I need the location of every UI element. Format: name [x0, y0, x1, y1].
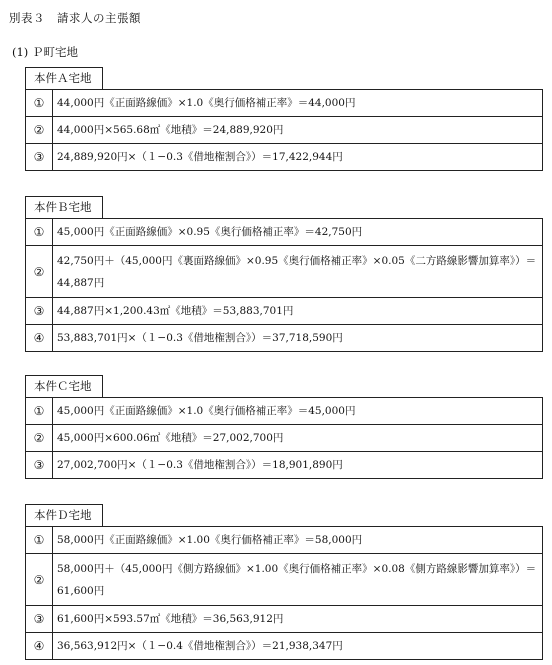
table-row: [26, 452, 543, 479]
row-number: ②: [26, 117, 53, 144]
row-formula: 36,563,912円×（１−0.4《借地権割合》）＝21,938,347円: [53, 633, 543, 660]
row-number: ①: [26, 527, 53, 554]
row-number: ③: [26, 298, 53, 325]
property-block-d: [25, 504, 543, 660]
row-number: ①: [26, 398, 53, 425]
row-number: ③: [26, 606, 53, 633]
calculation-table: [25, 526, 543, 660]
row-formula: 58,000円《正面路線価》×1.00《奥行価格補正率》＝58,000円: [53, 527, 543, 554]
table-row: [26, 90, 543, 117]
row-number: ④: [26, 633, 53, 660]
table-row: [26, 425, 543, 452]
table-row: [26, 398, 543, 425]
table-row: [26, 246, 543, 298]
table-row: [26, 606, 543, 633]
row-formula: 45,000円×600.06㎡《地積》＝27,002,700円: [53, 425, 543, 452]
page-title: 別表３ 請求人の主張額: [9, 11, 141, 25]
table-row: [26, 633, 543, 660]
row-number: ④: [26, 325, 53, 352]
row-formula: 53,883,701円×（１−0.3《借地権割合》）＝37,718,590円: [53, 325, 543, 352]
property-block-b: [25, 196, 543, 352]
row-formula: 44,000円×565.68㎡《地積》＝24,889,920円: [53, 117, 543, 144]
row-number: ②: [26, 246, 53, 298]
property-block-a: [25, 67, 543, 171]
table-row: [26, 554, 543, 606]
table-row: [26, 219, 543, 246]
row-number: ②: [26, 554, 53, 606]
table-row: [26, 144, 543, 171]
calculation-table: [25, 218, 543, 352]
property-label: 本件Ｂ宅地: [25, 196, 103, 218]
row-formula: 42,750円＋（45,000円《裏面路線価》×0.95《奥行価格補正率》×0.05《二方路線影響加算率》）＝44,887円: [53, 246, 543, 298]
row-number: ②: [26, 425, 53, 452]
calculation-table: [25, 397, 543, 479]
property-label: 本件Ｃ宅地: [25, 375, 103, 397]
row-number: ①: [26, 90, 53, 117]
table-row: [26, 117, 543, 144]
row-formula: 58,000円＋（45,000円《側方路線価》×1.00《奥行価格補正率》×0.08《側方路線影響加算率》）＝61,600円: [53, 554, 543, 606]
row-formula: 24,889,920円×（１−0.3《借地権割合》）＝17,422,944円: [53, 144, 543, 171]
row-formula: 27,002,700円×（１−0.3《借地権割合》）＝18,901,890円: [53, 452, 543, 479]
row-formula: 45,000円《正面路線価》×0.95《奥行価格補正率》＝42,750円: [53, 219, 543, 246]
row-number: ③: [26, 452, 53, 479]
table-row: [26, 298, 543, 325]
table-row: [26, 527, 543, 554]
property-label: 本件Ｄ宅地: [25, 504, 103, 526]
row-formula: 45,000円《正面路線価》×1.0《奥行価格補正率》＝45,000円: [53, 398, 543, 425]
calculation-table: [25, 89, 543, 171]
row-formula: 61,600円×593.57㎡《地積》＝36,563,912円: [53, 606, 543, 633]
row-number: ③: [26, 144, 53, 171]
table-row: [26, 325, 543, 352]
row-formula: 44,000円《正面路線価》×1.0《奥行価格補正率》＝44,000円: [53, 90, 543, 117]
row-formula: 44,887円×1,200.43㎡《地積》＝53,883,701円: [53, 298, 543, 325]
row-number: ①: [26, 219, 53, 246]
property-label: 本件Ａ宅地: [25, 67, 103, 89]
property-block-c: [25, 375, 543, 479]
section-title: (1) Ｐ町宅地: [12, 45, 78, 59]
